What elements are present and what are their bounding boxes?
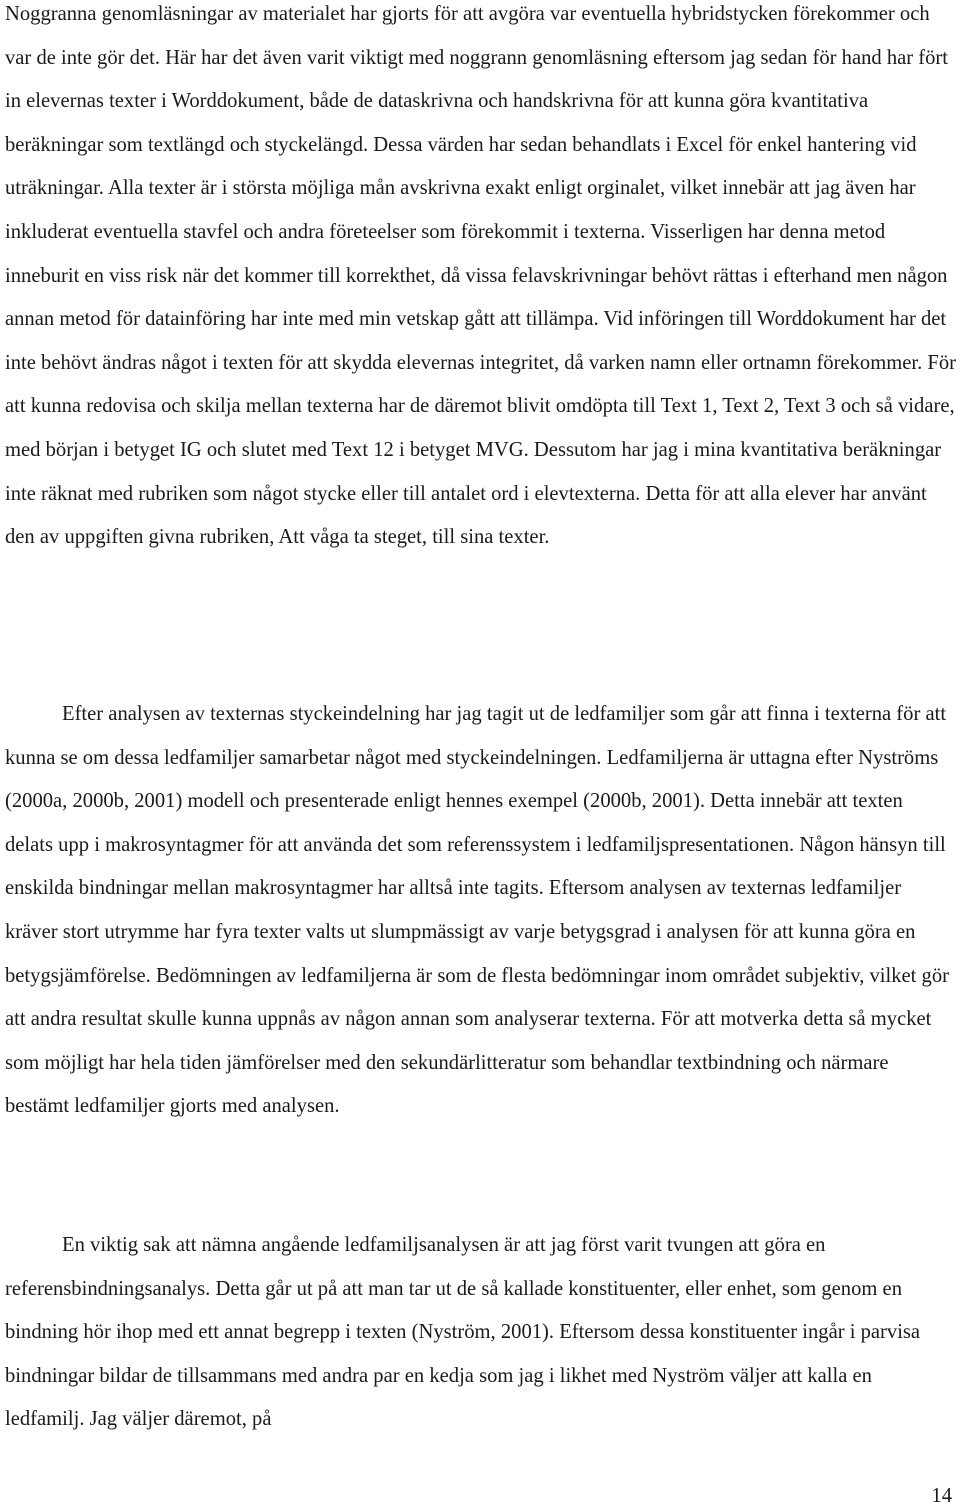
paragraph-2: Efter analysen av texternas styckeindelning har jag tagit ut de ledfamiljer som går att finna i texterna för att kunna se om dessa ledfamiljer samarbetar något med styckeindelningen. Ledfamiljerna är uttagna efter Nyströms (2000a, 2000b, 2001) modell och presenterade enligt hennes exempel (2000b, 2001). Detta innebär att texten delats upp i makrosyntagmer för att använda det som referenssystem i ledfamiljspresentationen. Någon hänsyn till enskilda bindningar mellan makrosyntagmer har alltså inte tagits. Eftersom analysen av texternas ledfamiljer kräver stort utrymme har fyra texter valts ut slumpmässigt av varje betygsgrad i analysen för att kunna göra en betygsjämförelse. Bedömningen av ledfamiljerna är som de flesta bedömningar inom området subjektiv, vilket gör att andra resultat skulle kunna uppnås av någon annan som analyserar texterna. För att motverka detta så mycket som möjligt har hela tiden jämförelser med den sekundärlitteratur som behandlar textbindning och närmare bestämt ledfamiljer gjorts med analysen. (5, 703, 950, 1118)
page-number: 14 (931, 1485, 952, 1507)
paragraph-1: Noggranna genomläsningar av materialet har gjorts för att avgöra var eventuella hybridstycken förekommer och var de inte gör det. Här har det även varit viktigt med noggrann genomläsning eftersom jag sedan för hand har fört in elevernas texter i Worddokument, både de dataskrivna och handskrivna för att kunna göra kvantitativa beräkningar som textlängd och styckelängd. Dessa värden har sedan behandlats i Excel för enkel hantering vid uträkningar. Alla texter är i största möjliga mån avskrivna exakt enligt orginalet, vilket innebär att jag även har inkluderat eventuella stavfel och andra företeelser som förekommit i texterna. Visserligen har denna metod inneburit en viss risk när det kommer till korrekthet, då vissa felavskrivningar behövt rättas i efterhand men någon annan metod för datainföring har inte med min vetskap gått att tillämpa. Vid införingen till Worddokument har det inte behövt ändras något i texten för att skydda elevernas integritet, då varken namn eller ortnamn förekommer. För att kunna redovisa och skilja mellan texterna har de däremot blivit omdöpta till Text 1, Text 2, Text 3 och så vidare, med början i betyget IG och slutet med Text 12 i betyget MVG. Dessutom har jag i mina kvantitativa beräkningar inte räknat med rubriken som något stycke eller till antalet ord i elevtexterna. Detta för att alla elever har använt den av uppgiften givna rubriken, Att våga ta steget, till sina texter. (5, 3, 957, 549)
paragraph-3: En viktig sak att nämna angående ledfamiljsanalysen är att jag först varit tvungen att göra en referensbindningsanalys. Detta går ut på att man tar ut de så kallade konstituenter, eller enhet, som genom en bindning hör ihop med ett annat begrepp i texten (Nyström, 2001). Eftersom dessa konstituenter ingår i parvisa bindningar bildar de tillsammans med andra par en kedja som jag i likhet med Nyström väljer att kalla en ledfamilj. Jag väljer däremot, på (5, 1234, 921, 1431)
